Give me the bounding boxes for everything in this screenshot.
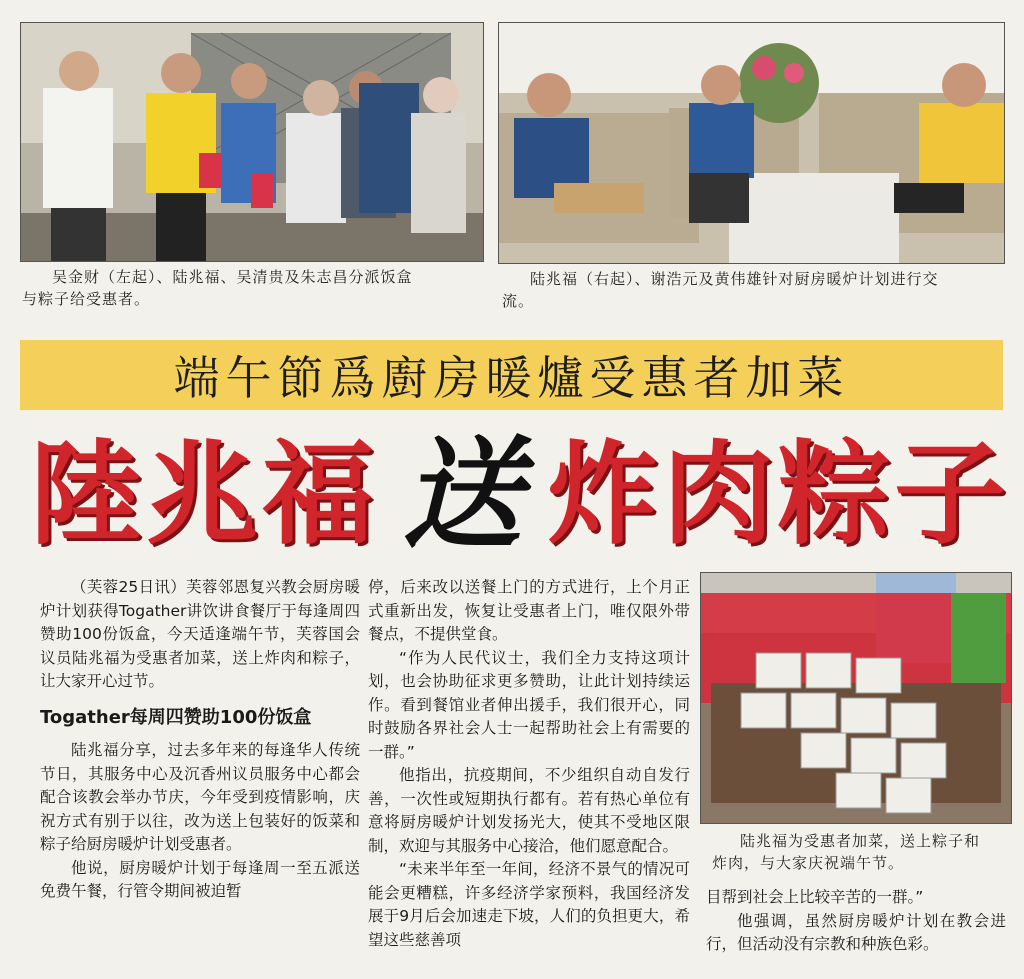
article-paragraph: 他说，厨房暖炉计划于每逢周一至五派送免费午餐，行管令期间被迫暂 <box>40 858 360 900</box>
photo-caption-right <box>502 268 1010 312</box>
article-paragraph: 他指出，抗疫期间，不少组织自动自发行善，一次性或短期执行都有。若有热心单位有意将厨房暖炉计划发扬光大，使其不受地区限制，欢迎与其服务中心接洽，他们愿意配合。 <box>368 766 690 855</box>
caption-line: 吴金财（左起）、陆兆福、吴清贵及朱志昌分派饭盒 <box>52 268 413 286</box>
caption-line: 陆兆福为受惠者加菜，送上粽子和 <box>740 832 981 850</box>
banner-text: 端午節爲廚房暖爐受惠者加菜 <box>173 351 850 405</box>
article-paragraph: 目帮到社会上比较辛苦的一群。” <box>706 888 924 906</box>
article-paragraph: 停，后来改以送餐上门的方式进行，上个月正式重新出发，恢复让受惠者上门，唯仅限外带餐点，不提供堂食。 <box>368 578 690 643</box>
main-headline <box>30 415 1010 565</box>
article-paragraph: 陆兆福分享，过去多年来的每逢华人传统节日，其服务中心及沉香州议员服务中心都会配合该教会举办节庆，今年受到疫情影响，庆祝方式有别于以往，改为送上包装好的饭菜和粽子给厨房暖炉计划受惠者。 <box>40 741 360 853</box>
headline-part-name: 陸兆福 <box>30 429 378 560</box>
headline-part-object: 炸肉粽子 <box>546 429 1010 560</box>
caption-line: 炸肉，与大家庆祝端午节。 <box>712 854 905 872</box>
article-paragraph: “作为人民代议士，我们全力支持这项计划，也会协助征求更多赞助，让此计划持续运作。看到餐馆业者伸出援手，我们很开心，同时鼓励各界社会人士一起帮助社会上有需要的一群。” <box>368 648 690 761</box>
photo-caption-bottom-right <box>712 830 1012 874</box>
article-column-1 <box>40 576 360 904</box>
photo-food-distribution <box>20 22 484 262</box>
article-paragraph: 他强调，虽然厨房暖炉计划在教会进行，但活动没有宗教和种族色彩。 <box>706 911 1006 953</box>
article-column-2 <box>368 576 690 952</box>
photo-caption-left <box>22 266 492 310</box>
article-column-3 <box>706 886 1006 957</box>
headline-part-verb: 送 <box>402 424 522 565</box>
photo-discussion <box>498 22 1005 264</box>
article-subhead: Togather每周四赞助100份饭盒 <box>40 706 312 728</box>
article-paragraph: （芙蓉25日讯）芙蓉邻恩复兴教会厨房暖炉计划获得Togather讲饮讲食餐厅于每逢周四赞助100份饭盒，今天适逢端午节，芙蓉国会议员陆兆福为受惠者加菜，送上炸肉和粽子，让大家开心过节。 <box>40 578 360 690</box>
photo-meal-boxes <box>700 572 1012 824</box>
caption-line: 陆兆福（右起）、谢浩元及黄伟雄针对厨房暖炉计划进行交 <box>530 270 939 288</box>
caption-line: 流。 <box>502 292 535 310</box>
caption-line: 与粽子给受惠者。 <box>22 290 151 308</box>
article-paragraph: “未来半年至一年间，经济不景气的情况可能会更糟糕，许多经济学家预料，我国经济发展于9月后会加速走下坡，人们的负担更大，希望这些慈善项 <box>368 860 690 949</box>
